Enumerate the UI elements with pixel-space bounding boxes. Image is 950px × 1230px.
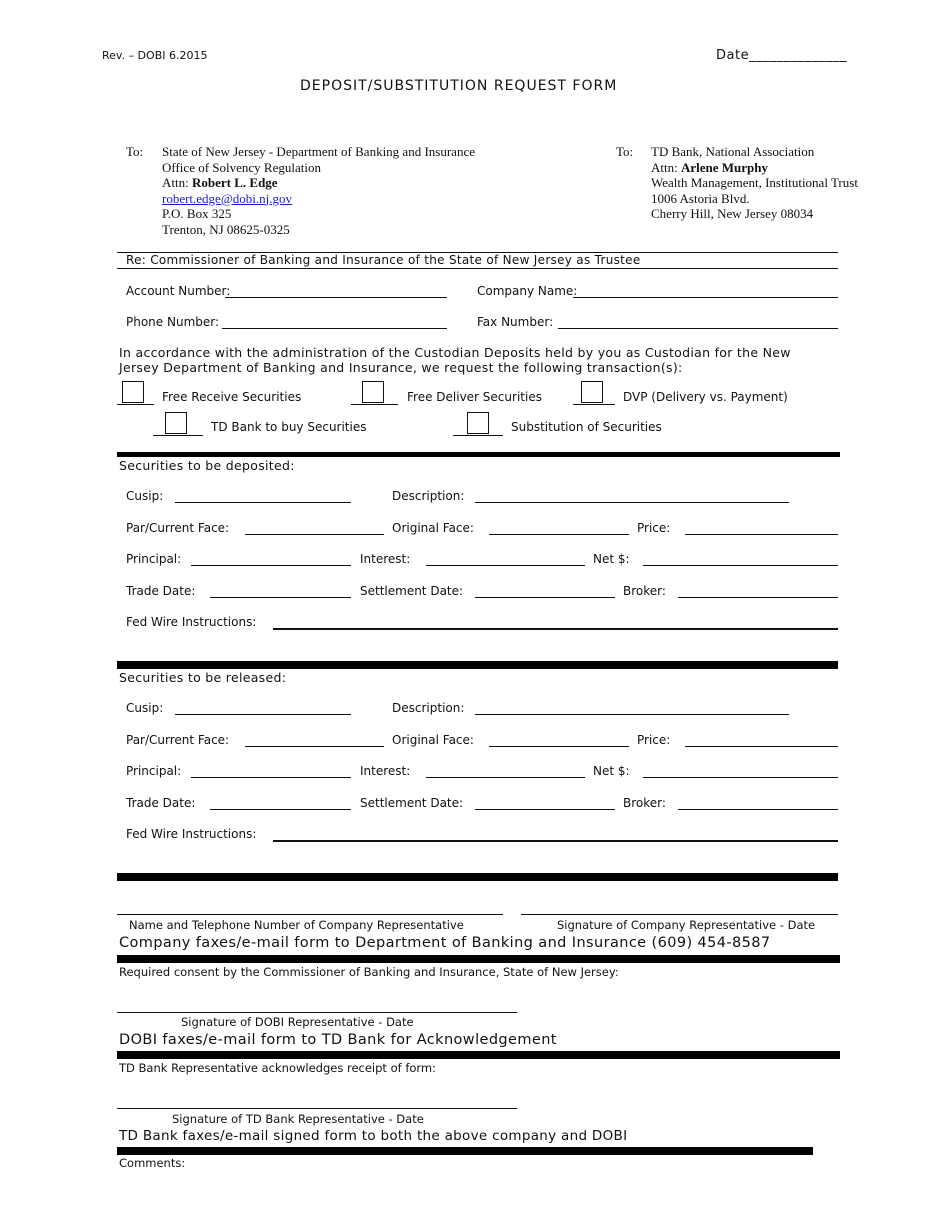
rel-broker-label: Broker:: [623, 796, 666, 810]
dep-description-input[interactable]: [475, 502, 789, 503]
dep-interest-input[interactable]: [426, 565, 585, 566]
company-rep-name-label: Name and Telephone Number of Company Representative: [129, 918, 464, 932]
rel-par-face-label: Par/Current Face:: [126, 733, 230, 747]
rel-principal-label: Principal:: [126, 764, 182, 778]
to-left-label: To:: [126, 144, 144, 159]
rel-trade-date-label: Trade Date:: [126, 796, 196, 810]
free-receive-label: Free Receive Securities: [162, 390, 302, 404]
to-right-address: [651, 144, 858, 222]
divider: [117, 268, 838, 269]
company-name-input[interactable]: [573, 297, 838, 298]
dep-description-label: Description:: [392, 489, 465, 503]
to-left-po-box: P.O. Box 325: [162, 206, 232, 221]
company-rep-signature-input[interactable]: [521, 914, 838, 915]
to-left-city: Trenton, NJ 08625-0325: [162, 221, 290, 237]
td-buy-checkbox[interactable]: [165, 412, 187, 434]
rel-fed-wire-input[interactable]: [273, 840, 838, 842]
rel-par-face-input[interactable]: [245, 746, 384, 747]
checkbox-underline: [453, 435, 503, 436]
dep-interest-label: Interest:: [360, 552, 411, 566]
free-deliver-checkbox[interactable]: [362, 381, 384, 403]
td-ack-label: TD Bank Representative acknowledges receipt of form:: [119, 1061, 437, 1075]
section-divider: [117, 1051, 840, 1059]
to-left-address: [162, 144, 475, 237]
substitution-checkbox[interactable]: [467, 412, 489, 434]
consent-label: Required consent by the Commissioner of Banking and Insurance, State of New Jersey:: [119, 965, 619, 979]
company-rep-signature-label: Signature of Company Representative - Date: [557, 918, 816, 932]
email-link[interactable]: robert.edge@dobi.nj.gov: [162, 190, 293, 206]
dep-trade-date-label: Trade Date:: [126, 584, 196, 598]
section-divider: [117, 873, 838, 881]
rel-interest-input[interactable]: [426, 777, 585, 778]
rel-principal-input[interactable]: [191, 777, 351, 778]
to-left-attn: [162, 175, 475, 191]
dep-par-face-input[interactable]: [245, 534, 384, 535]
free-deliver-label: Free Deliver Securities: [407, 390, 542, 404]
td-signature-label: Signature of TD Bank Representative - Date: [172, 1112, 424, 1126]
dep-net-input[interactable]: [643, 565, 838, 566]
checkbox-underline: [573, 404, 615, 405]
dobi-fax-note: DOBI faxes/e-mail form to TD Bank for Acknowledgement: [119, 1032, 557, 1048]
dep-price-label: Price:: [637, 521, 671, 535]
checkbox-underline: [153, 435, 203, 436]
attn-name: Arlene Murphy: [680, 159, 769, 175]
dep-fed-wire-input[interactable]: [273, 628, 838, 630]
to-right-line-3: Wealth Management, Institutional Trust: [651, 175, 858, 190]
dep-original-face-label: Original Face:: [392, 521, 474, 535]
section-divider: [117, 452, 840, 457]
dep-net-label: Net $:: [593, 552, 630, 566]
phone-number-input[interactable]: [222, 328, 447, 329]
rel-settlement-date-input[interactable]: [475, 809, 615, 810]
to-left-line-1: State of New Jersey - Department of Banking and Insurance: [162, 144, 475, 159]
dvp-label: DVP (Delivery vs. Payment): [623, 390, 788, 404]
dep-broker-input[interactable]: [678, 597, 838, 598]
form-title: DEPOSIT/SUBSTITUTION REQUEST FORM: [300, 78, 618, 94]
revision-label: Rev. – DOBI 6.2015: [102, 49, 208, 62]
substitution-label: Substitution of Securities: [511, 420, 662, 434]
rel-fed-wire-label: Fed Wire Instructions:: [126, 827, 257, 841]
dobi-signature-label: Signature of DOBI Representative - Date: [181, 1015, 414, 1029]
td-signature-input[interactable]: [117, 1108, 517, 1109]
rel-net-label: Net $:: [593, 764, 630, 778]
section-divider: [117, 1147, 813, 1155]
rel-cusip-input[interactable]: [175, 714, 351, 715]
account-number-input[interactable]: [225, 297, 447, 298]
td-fax-note: TD Bank faxes/e-mail signed form to both the above company and DOBI: [119, 1128, 628, 1144]
company-name-label: Company Name:: [477, 284, 578, 298]
rel-description-input[interactable]: [475, 714, 789, 715]
rel-original-face-input[interactable]: [489, 746, 629, 747]
dobi-signature-input[interactable]: [117, 1012, 517, 1013]
rel-broker-input[interactable]: [678, 809, 838, 810]
dep-price-input[interactable]: [685, 534, 838, 535]
rel-trade-date-input[interactable]: [210, 809, 351, 810]
to-right-line-5: Cherry Hill, New Jersey 08034: [651, 206, 814, 221]
re-line: Re: Commissioner of Banking and Insurance of the State of New Jersey as Trustee: [126, 253, 641, 267]
to-left-line-2: Office of Solvency Regulation: [162, 159, 321, 175]
checkbox-underline: [117, 404, 154, 405]
to-right-line-4: 1006 Astoria Blvd.: [651, 190, 750, 206]
rel-settlement-date-label: Settlement Date:: [360, 796, 464, 810]
dep-trade-date-input[interactable]: [210, 597, 351, 598]
dep-par-face-label: Par/Current Face:: [126, 521, 230, 535]
rel-price-label: Price:: [637, 733, 671, 747]
rel-cusip-label: Cusip:: [126, 701, 164, 715]
dep-principal-label: Principal:: [126, 552, 182, 566]
dep-settlement-date-label: Settlement Date:: [360, 584, 464, 598]
fax-number-input[interactable]: [558, 328, 838, 329]
rel-net-input[interactable]: [643, 777, 838, 778]
fax-number-label: Fax Number:: [477, 315, 554, 329]
account-number-label: Account Number:: [126, 284, 231, 298]
dep-broker-label: Broker:: [623, 584, 666, 598]
free-receive-checkbox[interactable]: [122, 381, 144, 403]
released-heading: Securities to be released:: [119, 670, 287, 685]
attn-prefix: Attn:: [651, 159, 681, 175]
dep-settlement-date-input[interactable]: [475, 597, 615, 598]
td-buy-label: TD Bank to buy Securities: [211, 420, 367, 434]
rel-price-input[interactable]: [685, 746, 838, 747]
to-right-line-1: TD Bank, National Association: [651, 144, 815, 159]
to-right-label: To:: [616, 144, 634, 159]
dep-cusip-label: Cusip:: [126, 489, 164, 503]
section-divider: [117, 661, 838, 669]
rel-original-face-label: Original Face:: [392, 733, 474, 747]
dvp-checkbox[interactable]: [581, 381, 603, 403]
rel-description-label: Description:: [392, 701, 465, 715]
dep-cusip-input[interactable]: [175, 502, 351, 503]
instructions-text: In accordance with the administration of the Custodian Deposits held by you as Custodian for the New Jersey Department of Banking and Insurance, we request the following transaction(s):: [119, 345, 791, 375]
date-field[interactable]: Date______________: [716, 48, 848, 63]
checkbox-underline: [351, 404, 398, 405]
company-rep-name-input[interactable]: [117, 914, 503, 915]
rel-interest-label: Interest:: [360, 764, 411, 778]
deposited-heading: Securities to be deposited:: [119, 458, 295, 473]
attn-prefix: Attn:: [162, 175, 192, 190]
company-fax-note: Company faxes/e-mail form to Department of Banking and Insurance (609) 454-8587: [119, 935, 771, 951]
dep-fed-wire-label: Fed Wire Instructions:: [126, 615, 257, 629]
dep-principal-input[interactable]: [191, 565, 351, 566]
comments-label: Comments:: [119, 1156, 186, 1170]
to-right-attn: [651, 160, 858, 176]
phone-number-label: Phone Number:: [126, 315, 220, 329]
attn-name: Robert L. Edge: [191, 175, 278, 190]
section-divider: [117, 955, 840, 963]
dep-original-face-input[interactable]: [489, 534, 629, 535]
